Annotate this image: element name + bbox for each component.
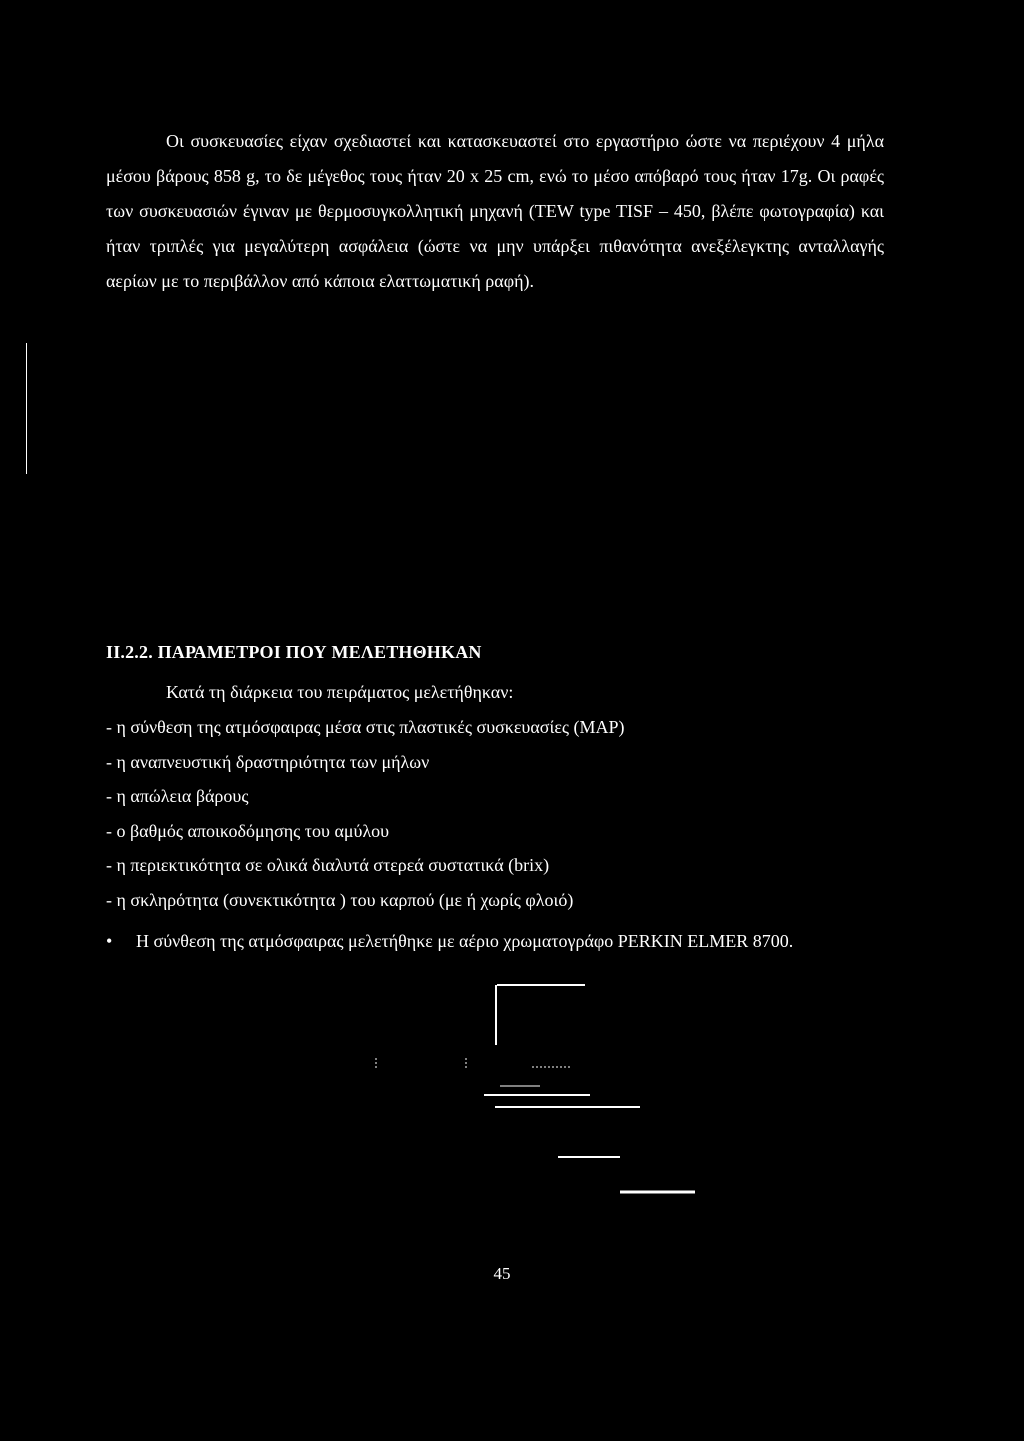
section-heading: II.2.2. ΠΑΡΑΜΕΤΡΟΙ ΠΟΥ ΜΕΛΕΤΗΘΗΚΑΝ [106,642,482,662]
bullet-mark: • [106,931,113,951]
list-item: - η απώλεια βάρους [106,786,249,807]
list-item: - η σύνθεση της ατμόσφαιρας μέσα στις πλαστικές συσκευασίες (MAP) [106,717,625,737]
list-item: - η σκληρότητα (συνεκτικότητα ) του καρπού (με ή χωρίς φλοιό) [106,889,574,910]
page-number: 45 [493,1264,511,1283]
list-item: - ο βαθμός αποικοδόμησης του αμύλου [106,820,390,841]
list-item: - η αναπνευστική δραστηριότητα των μήλων [106,751,430,772]
section-intro: Κατά τη διάρκεια του πειράματος μελετήθηκαν: [166,682,514,702]
body-paragraph: Οι συσκευασίες είχαν σχεδιαστεί και κατασκευαστεί στο εργαστήριο ώστε να περιέχουν 4 μήλα μέσου βάρους 858 g, το δε μέγεθος τους ήταν 20 x 25 cm, ενώ το μέσο απόβαρό τους ήταν 17g. Οι ραφές των συσκευασιών έγιναν με θερμοσυγκολλητική μηχανή (TEW type TISF – 450, βλέπε φωτογραφία) και ήταν τριπλές για μεγαλύτερη ασφάλεια (ώστε να μην υπάρξει πιθανότητα ανεξέλεγκτης ανταλλαγής αερίων με το περιβάλλον από κάποια ελαττωματική ραφή). [106,131,884,291]
bullet-text: Η σύνθεση της ατμόσφαιρας μελετήθηκε με αέριο χρωματογράφο PERKIN ELMER 8700. [136,931,794,951]
list-item: - η περιεκτικότητα σε ολικά διαλυτά στερεά συστατικά (brix) [106,855,550,876]
